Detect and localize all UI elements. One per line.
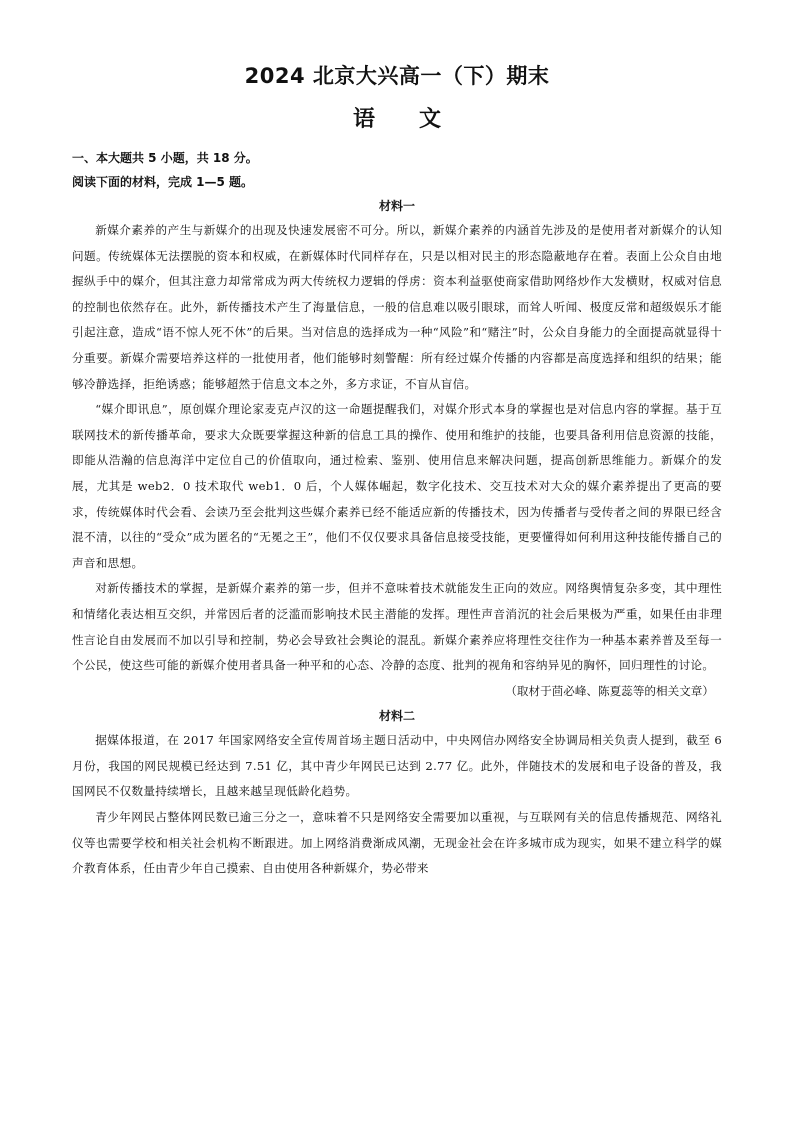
material-two-paragraph: 据媒体报道，在 2017 年国家网络安全宣传周首场主题日活动中，中央网信办网络安全协调局相关负责人提到，截至 6 月份，我国的网民规模已经达到 7.51 亿，其中青少年网民已达到 2.77 亿。此外，伴随技术的发展和电子设备的普及，我国网民不仅数量持续增长，且越来越呈现低龄化趋势。 [72, 733, 722, 799]
material-one-source: （取材于茴必峰、陈夏蕊等的相关文章） [505, 683, 714, 698]
material-one-paragraph: “媒介即讯息”，原创媒介理论家麦克卢汉的这一命题提醒我们，对媒介形式本身的掌握也是对信息内容的掌握。基于互联网技术的新传播革命，要求大众既要掌握这种新的信息工具的操作、使用和维护的技能，也要具备利用信息资源的技能，即能从浩瀚的信息海洋中定位自己的价值取向，通过检索、鉴别、使用信息来解决问题，提高创新思维能力。新媒介的发展，尤其是 web2．0 技术取代 web1．0 后，个人媒体崛起，数字化技术、交互技术对大众的媒介素养提出了更高的要求，传统媒体时代会看、会读乃至会批判这些媒介素养已经不能适应新的传播技术，因为传播者与受传者之间的界限已经含混不清，以往的“受众”成为匿名的“无冕之王”，他们不仅仅要求具备信息接受技能，更要懂得如何利用这种技能传播自己的声音和思想。 [72, 402, 722, 570]
subject-char-right: 文 [419, 107, 442, 132]
material-one-heading: 材料一 [378, 199, 415, 213]
material-one-paragraph: 新媒介素养的产生与新媒介的出现及快速发展密不可分。所以，新媒介素养的内涵首先涉及的是使用者对新媒介的认知问题。传统媒体无法摆脱的资本和权威，在新媒体时代同样存在，只是以相对民主的形态隐蔽地存在着。表面上公众自由地握纵手中的媒介，但其注意力却常常成为两大传统权力逻辑的俘虏：资本利益驱使商家借助网络炒作大发横财，权威对信息的控制也依然存在。此外，新传播技术产生了海量信息，一般的信息难以吸引眼球，而耸人听闻、极度反常和超级娱乐才能引起注意，造成“语不惊人死不休”的后果。当对信息的选择成为一种“风险”和“赌注”时，公众自身能力的全面提高就显得十分重要。新媒介需要培养这样的一批使用者，他们能够时刻警醒：所有经过媒介传播的内容都是高度选择和组织的结果；能够冷静选择，拒绝诱惑；能够超然于信息文本之外，多方求证，不盲从盲信。 [72, 223, 722, 391]
subject-char-left: 语 [352, 107, 375, 132]
exam-page [72, 60, 722, 882]
exam-title: 2024 北京大兴高一（下）期末 [244, 64, 550, 88]
subject-title [72, 104, 722, 136]
reading-prompt: 阅读下面的材料，完成 1—5 题。 [72, 175, 254, 189]
material-two-heading: 材料二 [378, 709, 415, 724]
section-instruction: 一、本大题共 5 小题，共 18 分。 [72, 151, 258, 165]
material-one-paragraph: 对新传播技术的掌握，是新媒介素养的第一步，但并不意味着技术就能发生正向的效应。网络舆情复杂多变，其中理性和情绪化表达相互交织，并常因后者的泛滥而影响技术民主潜能的发挥。理性声音消沉的社会后果极为严重，如果任由非理性言论自由发展而不加以引导和控制，势必会导致社会舆论的混乱。新媒介素养应将理性交往作为一种基本素养普及至每一个公民，使这些可能的新媒介使用者具备一种平和的心态、冷静的态度、批判的视角和容纳异见的胸怀，回归理性的讨论。 [72, 581, 722, 673]
material-two-paragraph: 青少年网民占整体网民数已逾三分之一，意味着不只是网络安全需要加以重视，与互联网有关的信息传播规范、网络礼仪等也需要学校和相关社会机构不断跟进。加上网络消费渐成风潮，无现金社会在许多城市成为现实，如果不建立科学的媒介教育体系，任由青少年自己摸索、自由使用各种新媒介，势必带来 [72, 810, 722, 876]
